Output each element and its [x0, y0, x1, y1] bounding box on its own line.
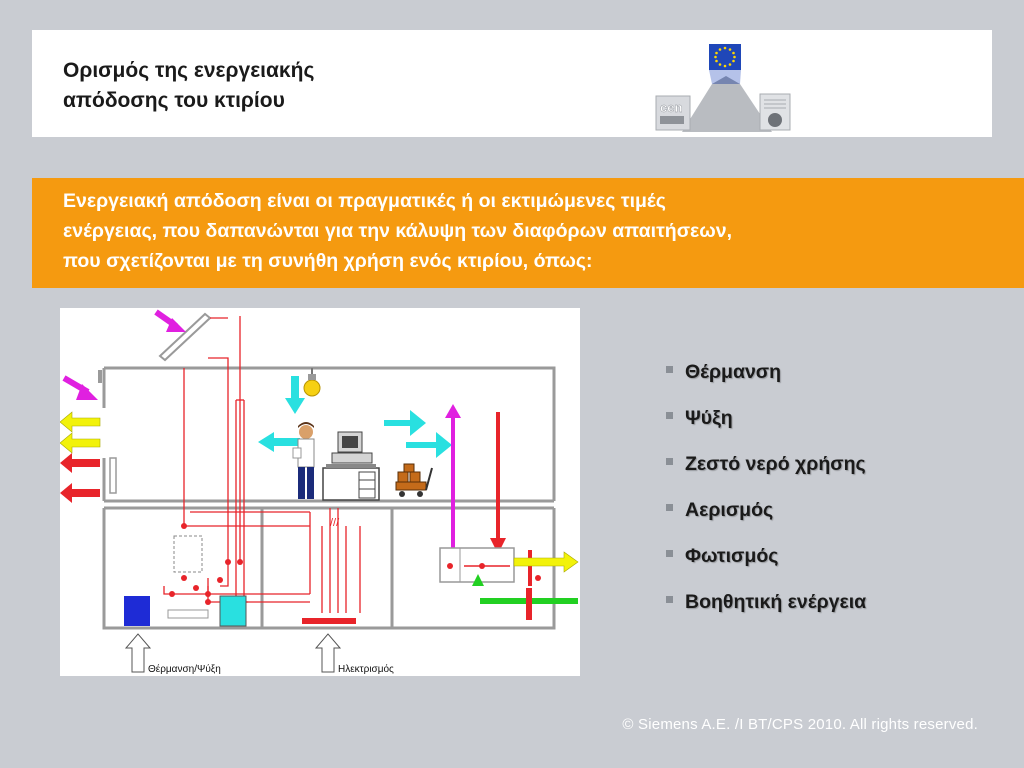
bullet-square-icon [666, 412, 673, 419]
header-panel [32, 30, 992, 137]
bullet-square-icon [666, 458, 673, 465]
building-schematic [60, 308, 580, 676]
definition-text [63, 186, 993, 276]
list-item-label: Θέρμανση [685, 361, 782, 383]
heating-cooling-label: Θέρμανση/Ψύξη [148, 664, 221, 675]
exhaust-duct-arrow [445, 404, 461, 550]
exhaust-air-arrow [514, 552, 578, 572]
building-energy-diagram [60, 308, 580, 676]
list-item-label: Ζεστό νερό χρήσης [685, 453, 866, 475]
bullet-square-icon [666, 596, 673, 603]
person-icon [293, 422, 314, 499]
energy-uses-list [666, 357, 866, 633]
bullet-square-icon [666, 550, 673, 557]
cart-icon [396, 464, 432, 497]
list-item [666, 587, 866, 633]
definition-line-2: ενέργειας, που δαπανώνται για την κάλυψη των διαφόρων απαιτήσεων, [63, 220, 733, 242]
list-item [666, 449, 866, 495]
computer-desk-icon [323, 432, 379, 500]
heating-supply-arrow [126, 634, 150, 672]
cen-logo-text: cen [660, 100, 683, 115]
manifold [168, 610, 208, 618]
list-item-label: Βοηθητική ενέργεια [685, 591, 867, 613]
copyright-footer: © Siemens A.E. /I BT/CPS 2010. All rights reserved. [622, 716, 978, 733]
list-item [666, 541, 866, 587]
heat-loss-arrows [60, 453, 100, 503]
lighting-loss-arrows [60, 412, 100, 453]
electric-supply-arrow [316, 634, 340, 672]
distribution-box [174, 536, 202, 572]
definition-line-1: Ενεργειακή απόδοση είναι οι πραγματικές ή οι εκτιμώμενες τιμές [63, 190, 666, 212]
list-item-label: Φωτισμός [685, 545, 779, 567]
hot-water-tank [220, 596, 246, 626]
electric-meter-bar [302, 618, 356, 624]
definition-banner [32, 178, 1024, 288]
title-line-2: απόδοσης του κτιρίου [63, 89, 285, 112]
wiring-mark: /// [330, 517, 340, 529]
bullet-square-icon [666, 366, 673, 373]
supply-duct-arrow [490, 412, 506, 554]
lightbulb-icon [304, 368, 320, 396]
boiler [124, 596, 150, 626]
cen-eu-logo [654, 40, 794, 132]
window [110, 458, 116, 493]
list-item [666, 357, 866, 403]
pipe-valves [169, 523, 243, 605]
title-line-1: Ορισμός της ενεργειακής [63, 59, 315, 82]
list-item-label: Αερισμός [685, 499, 774, 521]
bullet-square-icon [666, 504, 673, 511]
list-item [666, 403, 866, 449]
electricity-label: Ηλεκτρισμός [338, 664, 394, 675]
definition-line-3: που σχετίζονται με τη συνήθη χρήση ενός κτιρίου, όπως: [63, 250, 593, 272]
list-item-label: Ψύξη [685, 407, 733, 429]
list-item [666, 495, 866, 541]
page-title [63, 56, 314, 116]
